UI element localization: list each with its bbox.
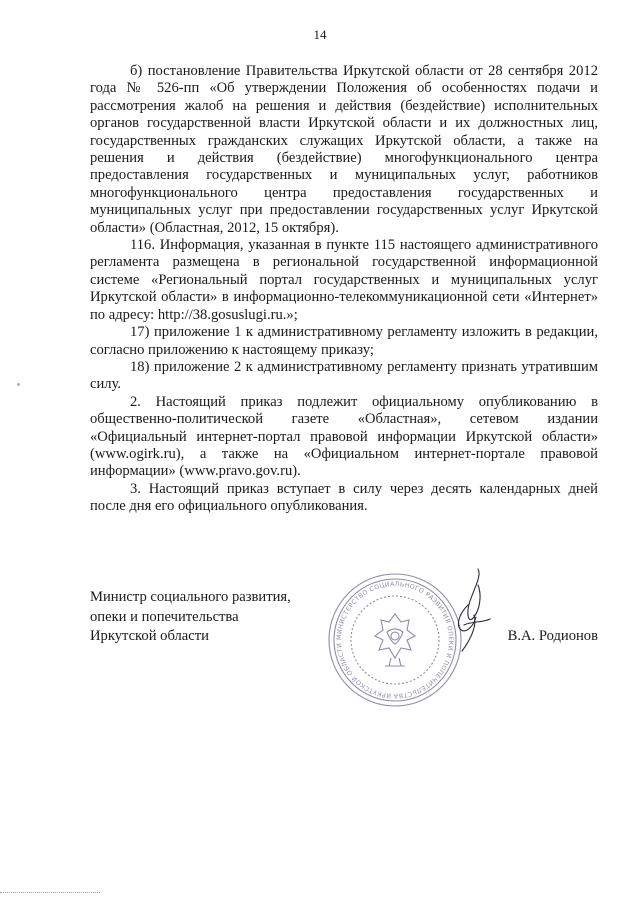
scan-edge-mark <box>0 892 100 895</box>
handwritten-signature <box>438 565 508 655</box>
margin-mark <box>17 383 20 386</box>
paragraph-b-resolution: б) постановление Правительства Иркутской области от 28 сентября 2012 года № 526-пп «Об утверждении Положения об особенностях подачи и рассмотрения жалоб на решения и действия (бездействие) исполнительных органов государственной власти Иркутской области и их должностных лиц, государственных гражданских служащих Иркутской области, а также на решения и действия (бездействие) многофункционального центра предоставления государственных и муниципальных услуг, работников многофункционального центра предоставления государственных и муниципальных услуг при предоставлении государственных услуг Иркутской области» (Областная, 2012, 15 октября). <box>90 63 598 236</box>
paragraph-18: 18) приложение 2 к административному регламенту признать утратившим силу. <box>90 358 598 393</box>
signatory-name: В.А. Родионов <box>507 628 598 644</box>
seal-text: МИНИСТЕРСТВО СОЦИАЛЬНОГО РАЗВИТИЯ ОПЕКИ И ПОПЕЧИТЕЛЬСТВА ИРКУТСКОЙ ОБЛАСТИ <box>335 580 455 700</box>
paragraph-publication: 2. Настоящий приказ подлежит официальному опубликованию в общественно-политической газете «Областная», сетевом издании «Официальный интернет-портал правовой информации Иркутской области» (www.ogirk.ru), а также на «Официальном интернет-портале правовой информации» (www.pravo.gov.ru). <box>90 393 598 480</box>
page-number: 14 <box>313 27 327 42</box>
paragraph-effective-date: 3. Настоящий приказ вступает в силу через десять календарных дней после дня его официального опубликования. <box>90 480 598 515</box>
paragraph-116: 116. Информация, указанная в пункте 115 настоящего административного регламента размещена в региональной государственной информационной системе «Региональный портал государственных и муниципальных услуг Иркутской области» в информационно-телекоммуникационной сети «Интернет» по адресу: http://38.gosuslugi.ru.»; <box>90 237 598 323</box>
signatory-title: Министр социального развития, опеки и попечительства Иркутской области <box>90 589 291 644</box>
paragraph-17: 17) приложение 1 к административному регламенту изложить в редакции, согласно приложению к настоящему приказу; <box>90 324 598 358</box>
document-body <box>90 63 598 516</box>
